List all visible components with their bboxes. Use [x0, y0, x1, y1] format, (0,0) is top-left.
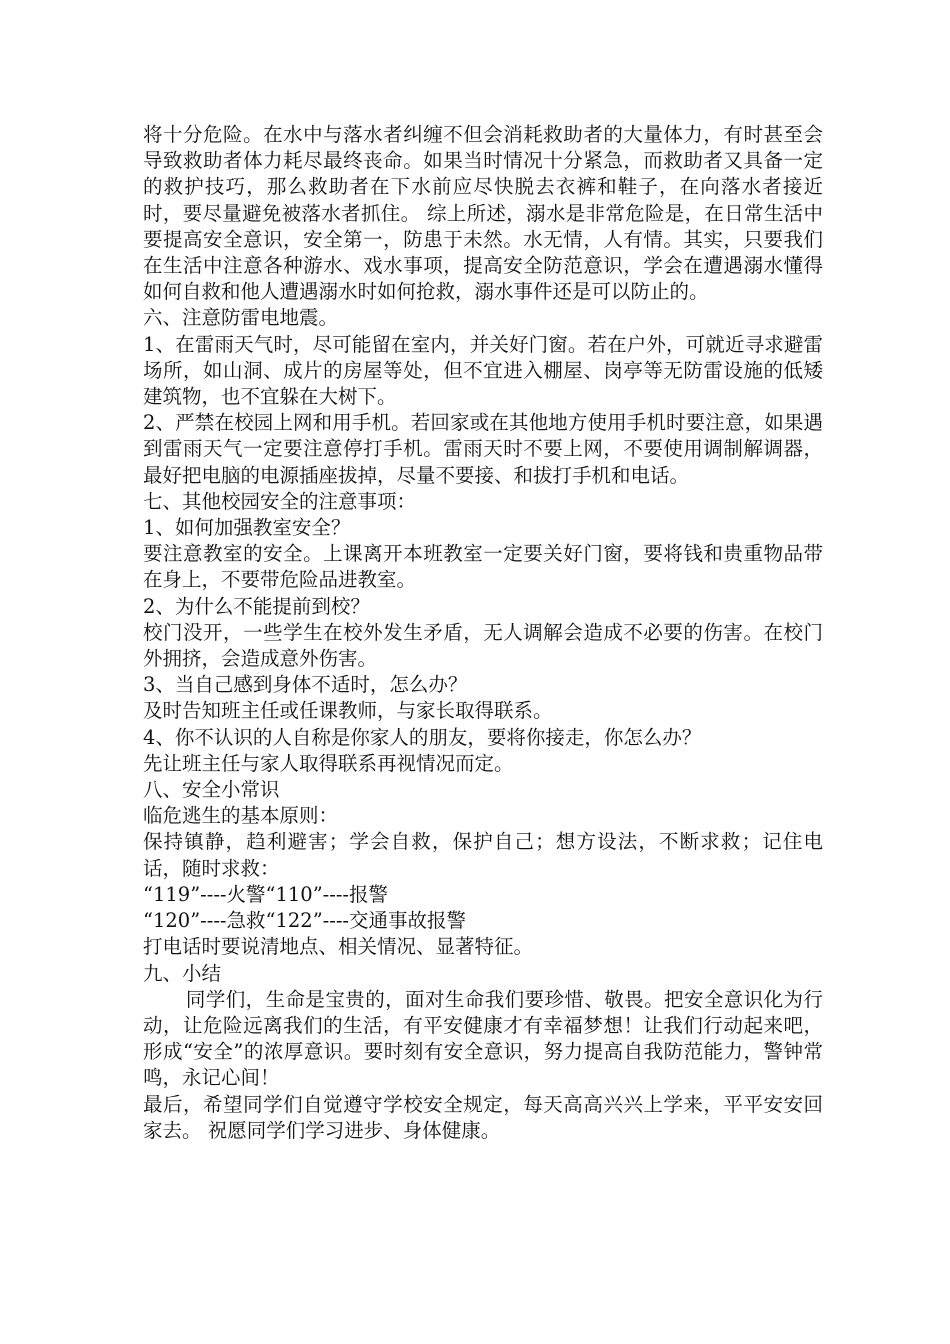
- answer-4: 先让班主任与家人取得联系再视情况而定。: [143, 751, 514, 775]
- question-3: 3、当自己感到身体不适时，怎么办？: [143, 673, 468, 697]
- document-body: [143, 122, 823, 1144]
- call-instructions: 打电话时要说清地点、相关情况、显著特征。: [143, 935, 534, 959]
- emergency-numbers-2: “120”----急救“122”----交通事故报警: [143, 909, 467, 933]
- heading-section-7: 七、其他校园安全的注意事项：: [143, 489, 417, 513]
- paragraph-drowning-rescue: 将十分危险。在水中与落水者纠缠不但会消耗救助者的大量体力，有时甚至会导致救助者体力耗尽最终丧命。如果当时情况十分紧急，而救助者又具备一定的救护技巧，那么救助者在下水前应尽快脱去衣裤和鞋子，在向落水者接近时，要尽量避免被落水者抓住。 综上所述，溺水是非常危险是，在日常生活中要提高安全意识，安全第一，防患于未然。水无情，人有情。其实，只要我们在生活中注意各种游水、戏水事项，提高安全防范意识，学会在遭遇溺水懂得如何自救和他人遭遇溺水时如何抢救，溺水事件还是可以防止的。: [143, 123, 823, 304]
- question-1: 1、如何加强教室安全？: [143, 516, 351, 540]
- paragraph-thunder-1: 1、在雷雨天气时，尽可能留在室内，并关好门窗。若在户外，可就近寻求避雷场所，如山洞、成片的房屋等处，但不宜进入棚屋、岗亭等无防雷设施的低矮建筑物，也不宜躲在大树下。: [143, 332, 823, 409]
- heading-section-8: 八、安全小常识: [143, 778, 280, 802]
- paragraph-thunder-2: 2、严禁在校园上网和用手机。若回家或在其他地方使用手机时要注意，如果遇到雷雨天气一定要注意停打手机。雷雨天时不要上网，不要使用调制解调器，最好把电脑的电源插座拔掉，尽量不要接、和拔打手机和电话。: [143, 411, 823, 487]
- answer-1: 要注意教室的安全。上课离开本班教室一定要关好门窗，要将钱和贵重物品带在身上，不要带危险品进教室。: [143, 542, 823, 592]
- question-4: 4、你不认识的人自称是你家人的朋友，要将你接走，你怎么办？: [143, 725, 702, 749]
- answer-2: 校门没开，一些学生在校外发生矛盾，无人调解会造成不必要的伤害。在校门外拥挤，会造成意外伤害。: [143, 620, 823, 671]
- answer-3: 及时告知班主任或任课教师，与家长取得联系。: [143, 699, 553, 723]
- emergency-numbers-1: “119”----火警“110”----报警: [143, 882, 389, 906]
- closing-paragraph: 最后，希望同学们自觉遵守学校安全规定，每天高高兴兴上学来，平平安安回家去。 祝愿同学们学习进步、身体健康。: [143, 1092, 823, 1142]
- heading-section-9: 九、小结: [143, 961, 222, 985]
- heading-section-6: 六、注意防雷电地震。: [143, 306, 339, 330]
- question-2: 2、为什么不能提前到校？: [143, 594, 370, 618]
- escape-principles: 保持镇静，趋利避害；学会自救，保护自己；想方设法，不断求救；记住电话，随时求救：: [143, 830, 823, 880]
- summary-paragraph: 同学们，生命是宝贵的，面对生命我们要珍惜、敬畏。把安全意识化为行动，让危险远离我们的生活，有平安健康才有幸福梦想！让我们行动起来吧，形成“安全”的浓厚意识。要时刻有安全意识，努力提高自我防范能力，警钟常鸣，永记心间！: [143, 987, 823, 1090]
- escape-principles-title: 临危逃生的基本原则：: [143, 804, 339, 828]
